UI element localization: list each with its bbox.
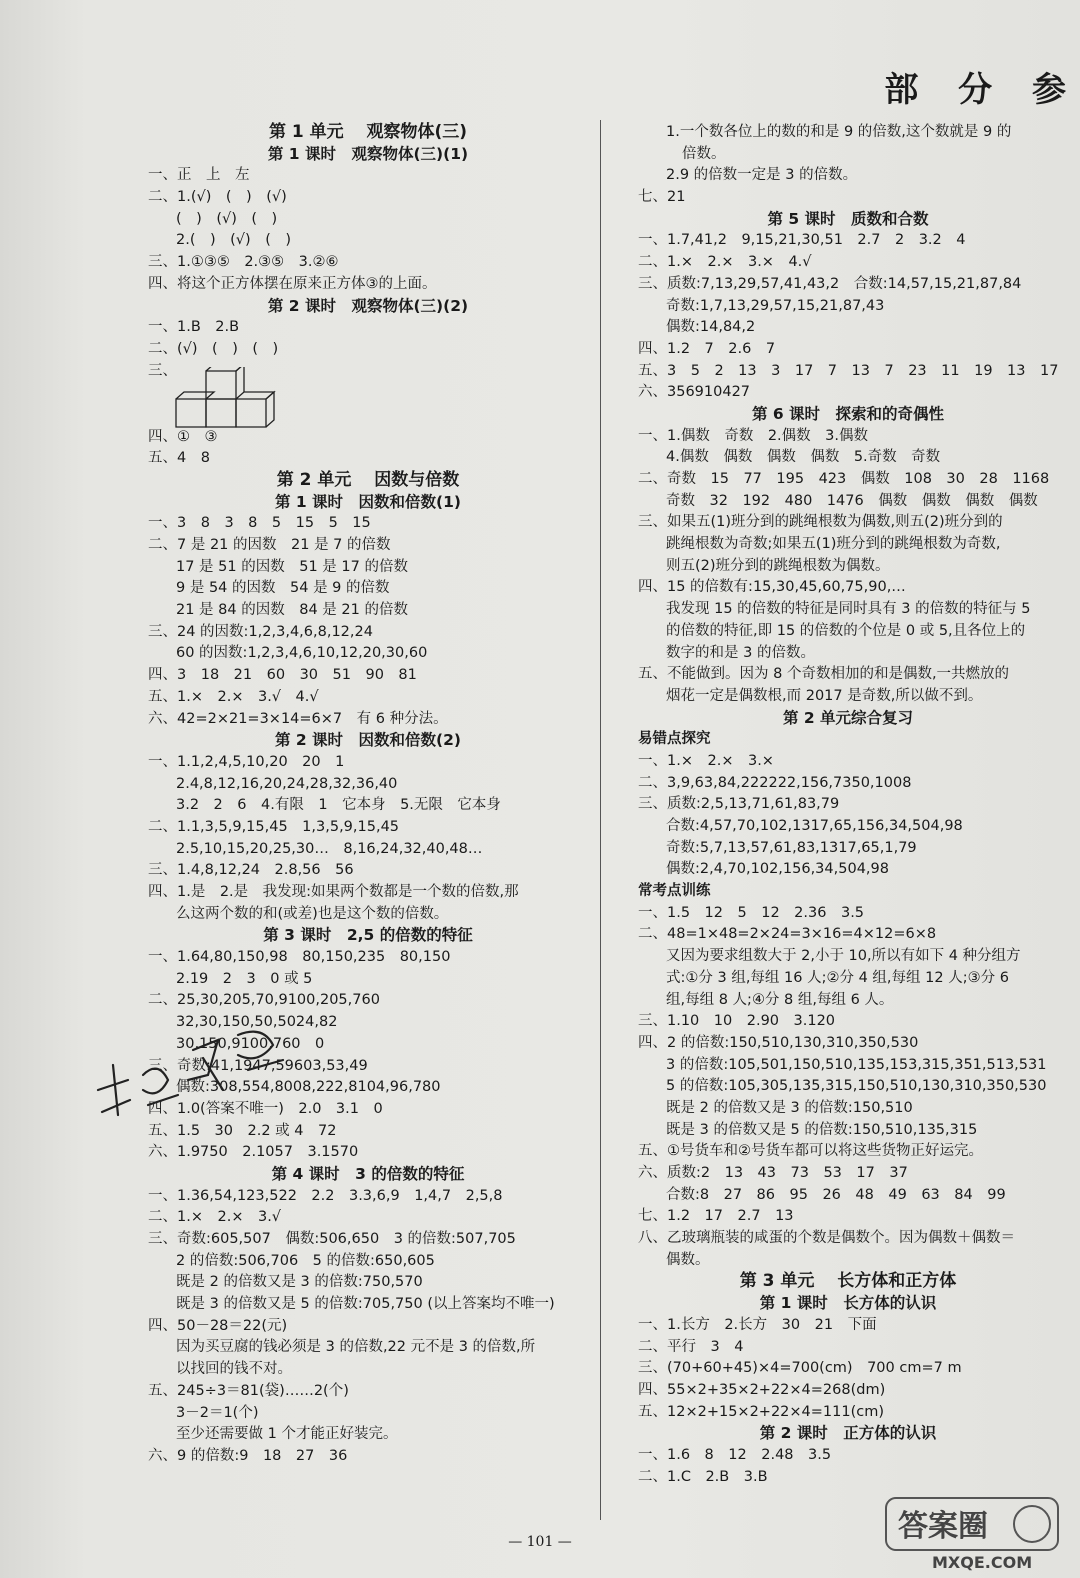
answer-line: 五、1.× 2.× 3.√ 4.√ bbox=[148, 688, 319, 705]
answer-line-continued: 合数:8 27 86 95 26 48 49 63 84 99 bbox=[666, 1186, 1006, 1203]
answer-line-continued: 偶数:2,4,70,102,156,34,504,98 bbox=[666, 861, 889, 878]
answer-line: 一、1.B 2.B bbox=[148, 319, 240, 336]
answer-line: 二、1.C 2.B 3.B bbox=[638, 1468, 768, 1485]
cube-face bbox=[176, 392, 214, 399]
answer-line: 五、245÷3＝81(袋)……2(个) bbox=[148, 1382, 349, 1399]
lesson-heading: 第 5 课时 质数和合数 bbox=[767, 209, 929, 228]
answer-line-continued: 2.( ) (√) ( ) bbox=[176, 232, 292, 249]
answer-line-continued: ( ) (√) ( ) bbox=[176, 210, 278, 227]
answer-line: 五、1.5 30 2.2 或 4 72 bbox=[148, 1122, 337, 1139]
cube-face bbox=[236, 392, 274, 399]
answer-line-continued: 我发现 15 的倍数的特征是同时具有 3 的倍数的特征与 5 bbox=[666, 601, 1031, 618]
cube-face bbox=[206, 399, 236, 427]
answer-line-continued: 奇数:5,7,13,57,61,83,1317,65,1,79 bbox=[666, 839, 917, 856]
answer-line: 三、1.10 10 2.90 3.120 bbox=[638, 1013, 836, 1030]
answer-line: 一、1.× 2.× 3.× bbox=[638, 752, 774, 769]
answer-line: 一、1.1,2,4,5,10,20 20 1 bbox=[148, 753, 345, 770]
answer-line: 一、1.36,54,123,522 2.2 3.3,6,9 1,4,7 2,5,8 bbox=[148, 1187, 503, 1204]
answer-line: 四、3 18 21 60 30 51 90 81 bbox=[148, 667, 417, 684]
watermark-text: 答案圈 bbox=[898, 1509, 988, 1544]
unit-heading: 第 1 单元 观察物体(三) bbox=[268, 122, 468, 142]
answer-line: 四、将这个正方体摆在原来正方体③的上面。 bbox=[148, 275, 437, 292]
cube-figure-row bbox=[148, 361, 588, 427]
lesson-heading: 第 1 课时 长方体的认识 bbox=[759, 1294, 937, 1313]
answer-line-continued: 3 的倍数:105,501,150,510,135,153,315,351,513,531 bbox=[666, 1056, 1047, 1073]
page-number: — 101 — bbox=[508, 1534, 572, 1550]
section-label: 常考点训练 bbox=[638, 883, 711, 900]
answer-line-continued: 合数:4,57,70,102,1317,65,156,34,504,98 bbox=[666, 818, 963, 834]
answer-line: 三、1.4,8,12,24 2.8,56 56 bbox=[148, 862, 354, 879]
lesson-heading: 第 6 课时 探索和的奇偶性 bbox=[751, 404, 945, 423]
answer-line: 二、1.× 2.× 3.× 4.√ bbox=[638, 254, 812, 271]
answer-line: 二、1.× 2.× 3.√ bbox=[148, 1209, 282, 1226]
answer-line-continued: 9 是 54 的因数 54 是 9 的倍数 bbox=[176, 580, 390, 597]
answer-line: 三、质数:2,5,13,71,61,83,79 bbox=[638, 796, 840, 813]
answer-line: 五、不能做到。因为 8 个奇数相加的和是偶数,一共燃放的 bbox=[638, 666, 1010, 683]
answer-line: 二、48=1×48=2×24=3×16=4×12=6×8 bbox=[638, 926, 937, 943]
answer-line: 二、平行 3 4 bbox=[638, 1338, 744, 1355]
answer-line: 四、50－28＝22(元) bbox=[148, 1317, 288, 1334]
lesson-heading: 第 4 课时 3 的倍数的特征 bbox=[271, 1164, 465, 1183]
answer-line: 一、正 上 左 bbox=[148, 167, 250, 184]
answer-line: 三、如果五(1)班分到的跳绳根数为偶数,则五(2)班分到的 bbox=[638, 514, 1003, 531]
answer-line-continued: 偶数:308,554,8008,222,8104,96,780 bbox=[176, 1079, 441, 1096]
answer-line: 三、1.①③⑤ 2.③⑤ 3.②⑥ bbox=[148, 254, 339, 271]
unit-heading: 第 3 单元 长方体和正方体 bbox=[739, 1271, 957, 1292]
answer-line: 六、356910427 bbox=[638, 384, 751, 401]
left-column bbox=[148, 122, 588, 1468]
answer-line-continued: 奇数:1,7,13,29,57,15,21,87,43 bbox=[666, 297, 885, 314]
answer-line-continued: 式:①分 3 组,每组 16 人;②分 4 组,每组 12 人;③分 6 bbox=[666, 969, 1009, 986]
lesson-heading: 第 2 课时 正方体的认识 bbox=[759, 1424, 937, 1443]
handwritten-scribble bbox=[88, 1020, 308, 1130]
answer-line: 二、1.(√) ( ) (√) bbox=[148, 189, 287, 206]
answer-line: 一、1.5 12 5 12 2.36 3.5 bbox=[638, 904, 865, 921]
answer-line: 二、7 是 21 的因数 21 是 7 的倍数 bbox=[148, 537, 391, 553]
answer-line-continued: 5 的倍数:105,305,135,315,150,510,130,310,350,530 bbox=[666, 1078, 1047, 1095]
answer-line: 五、3 5 2 13 3 17 7 13 7 23 11 19 13 17 bbox=[638, 362, 1058, 379]
answer-line-continued: 数字的和是 3 的倍数。 bbox=[666, 644, 815, 661]
answer-line: 一、1.长方 2.长方 30 21 下面 bbox=[638, 1316, 877, 1333]
answer-line-continued: 30,150,9100,760 0 bbox=[176, 1035, 325, 1052]
lesson-heading: 第 3 课时 2,5 的倍数的特征 bbox=[263, 926, 473, 945]
cube-face bbox=[266, 392, 274, 427]
unit-heading: 第 2 单元 因数与倍数 bbox=[276, 469, 460, 490]
answer-line: 二、25,30,205,70,9100,205,760 bbox=[148, 992, 380, 1009]
answer-line: 四、1.2 7 2.6 7 bbox=[638, 340, 776, 357]
answer-line: 三、24 的因数:1,2,3,4,6,8,12,24 bbox=[148, 623, 373, 640]
answer-line-continued: 又因为要求组数大于 2,小于 10,所以有如下 4 种分组方 bbox=[666, 948, 1021, 965]
answer-line: 三、(70+60+45)×4=700(cm) 700 cm=7 m bbox=[638, 1360, 962, 1377]
answer-line-continued: 32,30,150,50,5024,82 bbox=[176, 1014, 338, 1031]
answer-line-continued: 2.9 的倍数一定是 3 的倍数。 bbox=[666, 167, 858, 184]
answer-line-continued: 倍数。 bbox=[682, 145, 726, 162]
answer-line-continued: 2.19 2 3 0 或 5 bbox=[176, 970, 313, 987]
answer-line-continued: 21 是 84 的因数 84 是 21 的倍数 bbox=[176, 602, 408, 619]
answer-line-continued: 以找回的钱不对。 bbox=[176, 1361, 292, 1378]
answer-line-continued: 17 是 51 的因数 51 是 17 的倍数 bbox=[176, 558, 408, 575]
answer-line-continued: 跳绳根数为奇数;如果五(1)班分到的跳绳根数为奇数, bbox=[666, 536, 1001, 553]
page-header-title: 部 分 参 bbox=[884, 70, 1080, 110]
right-column bbox=[638, 122, 1058, 1488]
answer-line: 一、3 8 3 8 5 15 5 15 bbox=[148, 515, 371, 532]
answer-line: 四、55×2+35×2+22×4=268(dm) bbox=[638, 1381, 886, 1398]
lesson-heading: 第 1 课时 因数和倍数(1) bbox=[274, 492, 462, 511]
answer-line-continued: 至少还需要做 1 个才能正好装完。 bbox=[176, 1426, 398, 1443]
answer-line-continued: 则五(2)班分到的跳绳根数为偶数。 bbox=[666, 557, 890, 574]
cube-arrangement-figure bbox=[174, 367, 284, 429]
answer-line: 三、 bbox=[148, 362, 177, 379]
answer-line: 四、2 的倍数:150,510,130,310,350,530 bbox=[638, 1034, 919, 1051]
answer-line-continued: 既是 3 的倍数又是 5 的倍数:150,510,135,315 bbox=[666, 1121, 978, 1138]
answer-line-continued: 的倍数的特征,即 15 的倍数的个位是 0 或 5,且各位上的 bbox=[666, 622, 1026, 639]
section-label: 易错点探究 bbox=[638, 731, 711, 748]
answer-line-continued: 1.一个数各位上的数的和是 9 的倍数,这个数就是 9 的 bbox=[666, 124, 1012, 140]
answer-line-continued: 既是 3 的倍数又是 5 的倍数:705,750 (以上答案均不唯一) bbox=[176, 1296, 555, 1313]
cube-face bbox=[236, 367, 244, 392]
answer-line: 七、1.2 17 2.7 13 bbox=[638, 1208, 794, 1225]
answer-line-continued: 60 的因数:1,2,3,4,6,10,12,20,30,60 bbox=[176, 645, 428, 662]
answer-line-continued: 因为买豆腐的钱必须是 3 的倍数,22 元不是 3 的倍数,所 bbox=[176, 1339, 536, 1356]
lesson-heading: 第 2 课时 因数和倍数(2) bbox=[274, 731, 462, 750]
answer-line: 四、① ③ bbox=[148, 428, 218, 445]
answer-line: 一、1.64,80,150,98 80,150,235 80,150 bbox=[148, 949, 451, 966]
answer-line: 八、乙玻璃瓶装的咸蛋的个数是偶数个。因为偶数＋偶数＝ bbox=[638, 1230, 1015, 1247]
answer-line: 一、1.7,41,2 9,15,21,30,51 2.7 2 3.2 4 bbox=[638, 232, 966, 249]
answer-line: 四、15 的倍数有:15,30,45,60,75,90,… bbox=[638, 579, 906, 596]
answer-line: 一、1.6 8 12 2.48 3.5 bbox=[638, 1446, 832, 1463]
answer-line: 二、(√) ( ) ( ) bbox=[148, 340, 279, 357]
cube-face bbox=[236, 399, 266, 427]
watermark-logo bbox=[882, 1492, 1062, 1572]
answer-line-continued: 烟花一定是偶数根,而 2017 是奇数,所以做不到。 bbox=[666, 687, 983, 704]
answer-line: 五、4 8 bbox=[148, 450, 210, 467]
answer-line-continued: 偶数。 bbox=[666, 1251, 710, 1268]
answer-line: 一、1.偶数 奇数 2.偶数 3.偶数 bbox=[638, 427, 869, 444]
answer-line-continued: 么这两个数的和(或差)也是这个数的倍数。 bbox=[176, 905, 449, 922]
lesson-heading: 第 2 单元综合复习 bbox=[782, 708, 914, 727]
answer-line-continued: 4.偶数 偶数 偶数 偶数 5.奇数 奇数 bbox=[666, 449, 941, 466]
answer-line: 四、1.是 2.是 我发现:如果两个数都是一个数的倍数,那 bbox=[148, 884, 519, 900]
answer-line: 三、奇数:41,1947,59603,53,49 bbox=[148, 1057, 368, 1074]
answer-line: 六、质数:2 13 43 73 53 17 37 bbox=[638, 1165, 908, 1181]
answer-line-continued: 偶数:14,84,2 bbox=[666, 319, 756, 336]
answer-line: 二、3,9,63,84,222222,156,7350,1008 bbox=[638, 774, 912, 791]
answer-line: 七、21 bbox=[638, 189, 686, 206]
answer-line-continued: 组,每组 8 人;④分 8 组,每组 6 人。 bbox=[666, 991, 894, 1008]
answer-line: 二、奇数 15 77 195 423 偶数 108 30 28 1168 bbox=[638, 471, 1050, 487]
column-divider bbox=[600, 120, 601, 1520]
answer-line: 五、12×2+15×2+22×4=111(cm) bbox=[638, 1403, 885, 1420]
lesson-heading: 第 2 课时 观察物体(三)(2) bbox=[267, 296, 469, 315]
answer-line-continued: 2.4,8,12,16,20,24,28,32,36,40 bbox=[176, 775, 398, 792]
answer-line: 五、①号货车和②号货车都可以将这些货物正好运完。 bbox=[638, 1143, 983, 1160]
answer-line: 六、1.9750 2.1057 3.1570 bbox=[148, 1144, 359, 1161]
answer-line-continued: 奇数 32 192 480 1476 偶数 偶数 偶数 偶数 bbox=[666, 492, 1038, 509]
answer-line: 四、1.0(答案不唯一) 2.0 3.1 0 bbox=[148, 1100, 383, 1117]
answer-line-continued: 2.5,10,15,20,25,30… 8,16,24,32,40,48… bbox=[176, 840, 483, 857]
answer-line: 三、奇数:605,507 偶数:506,650 3 的倍数:507,705 bbox=[148, 1231, 516, 1247]
lesson-heading: 第 1 课时 观察物体(三)(1) bbox=[267, 144, 469, 163]
cube-face bbox=[176, 399, 206, 427]
answer-line: 三、质数:7,13,29,57,41,43,2 合数:14,57,15,21,87,84 bbox=[638, 275, 1022, 292]
answer-line-continued: 3.2 2 6 4.有限 1 它本身 5.无限 它本身 bbox=[176, 797, 501, 814]
answer-line-continued: 2 的倍数:506,706 5 的倍数:650,605 bbox=[176, 1252, 435, 1269]
answer-line-continued: 既是 2 的倍数又是 3 的倍数:150,510 bbox=[666, 1099, 913, 1116]
watermark-domain: MXQE.COM bbox=[932, 1553, 1033, 1572]
answer-line-continued: 既是 2 的倍数又是 3 的倍数:750,570 bbox=[176, 1274, 423, 1291]
answer-line-continued: 3－2＝1(个) bbox=[176, 1404, 259, 1421]
answer-line: 六、9 的倍数:9 18 27 36 bbox=[148, 1447, 348, 1464]
answer-line: 二、1.1,3,5,9,15,45 1,3,5,9,15,45 bbox=[148, 818, 400, 835]
answer-line: 六、42=2×21=3×14=6×7 有 6 种分法。 bbox=[148, 710, 448, 727]
